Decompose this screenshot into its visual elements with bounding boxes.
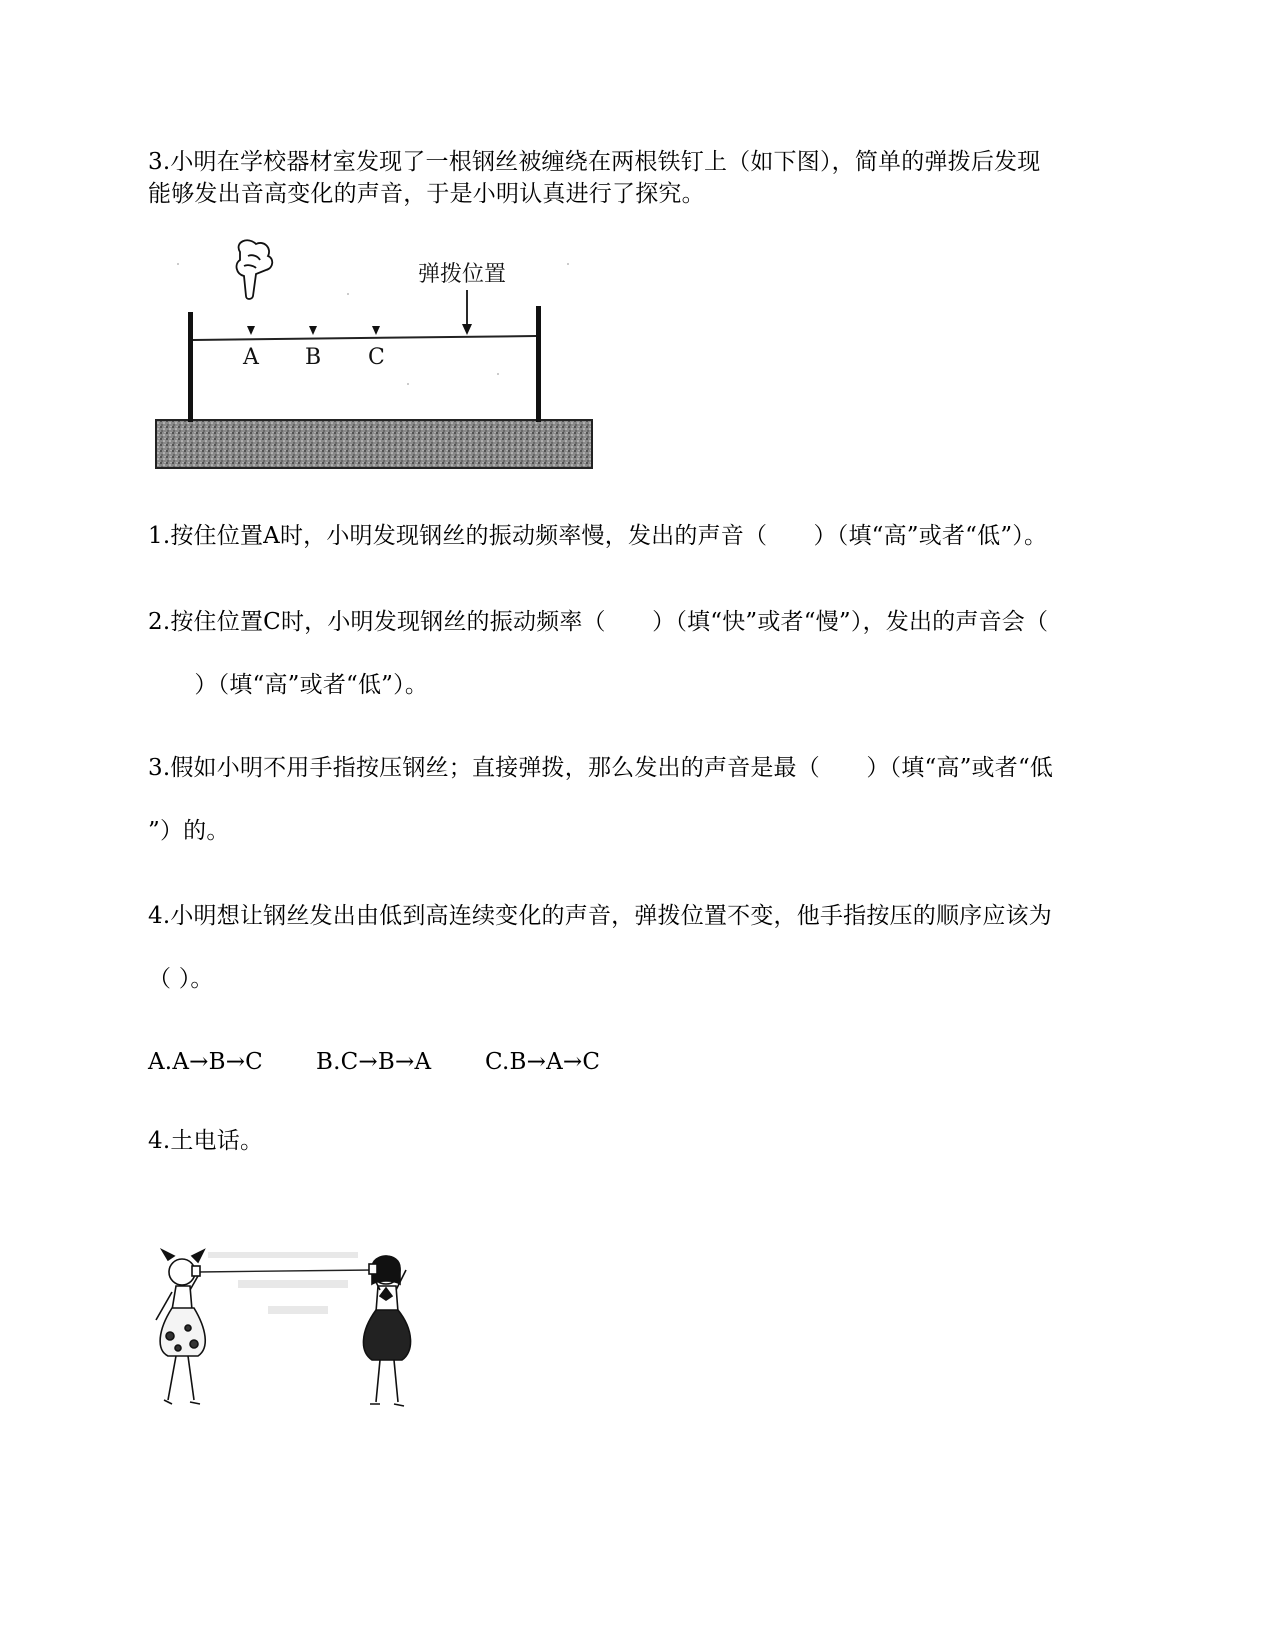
pluck-position-label: 弹拨位置 <box>418 262 507 287</box>
steel-wire <box>193 336 536 340</box>
steel-wire-figure <box>148 234 618 494</box>
question-3-line-1: 3.假如小明不用手指按压钢丝；直接弹拨，那么发出的声音是最（ ）（填“高”或者“低 <box>148 755 1054 781</box>
telephone-string <box>198 1270 373 1272</box>
string-telephone-figure <box>148 1240 433 1420</box>
question-2-line-2: ）（填“高”或者“低”）。 <box>148 672 429 698</box>
question-4-line-1: 4.小明想让钢丝发出由低到高连续变化的声音，弹拨位置不变，他手指按压的顺序应该为 <box>148 903 1052 929</box>
section-4-title: 4.土电话。 <box>148 1128 264 1154</box>
intro-line-2: 能够发出音高变化的声音，于是小明认真进行了探究。 <box>148 181 705 207</box>
marker-c <box>372 326 380 335</box>
question-2-line-1: 2.按住位置C时，小明发现钢丝的振动频率（ ）（填“快”或者“慢”），发出的声音会（ <box>148 609 1049 635</box>
question-4-line-2: （ ）。 <box>148 966 214 992</box>
option-c: C.B→A→C <box>485 1049 601 1075</box>
marker-b <box>309 326 317 335</box>
right-nail <box>536 306 541 422</box>
intro-line-1: 3.小明在学校器材室发现了一根钢丝被缠绕在两根铁钉上（如下图），简单的弹拨后发现 <box>148 149 1041 175</box>
wooden-base <box>156 420 592 468</box>
question-3-line-2: ”）的。 <box>148 818 230 844</box>
label-c: C <box>368 345 385 370</box>
marker-a <box>247 326 255 335</box>
right-girl <box>363 1256 410 1406</box>
label-b: B <box>305 345 322 370</box>
pluck-arrow-head <box>462 324 472 335</box>
pointing-hand-icon <box>237 240 273 299</box>
question-1: 1.按住位置A时，小明发现钢丝的振动频率慢，发出的声音（ ）（填“高”或者“低”）。 <box>148 523 1048 549</box>
left-nail <box>188 312 193 422</box>
option-a: A.A→B→C <box>148 1049 263 1075</box>
option-b: B.C→B→A <box>316 1049 432 1075</box>
label-a: A <box>243 345 259 370</box>
left-girl <box>156 1250 205 1404</box>
